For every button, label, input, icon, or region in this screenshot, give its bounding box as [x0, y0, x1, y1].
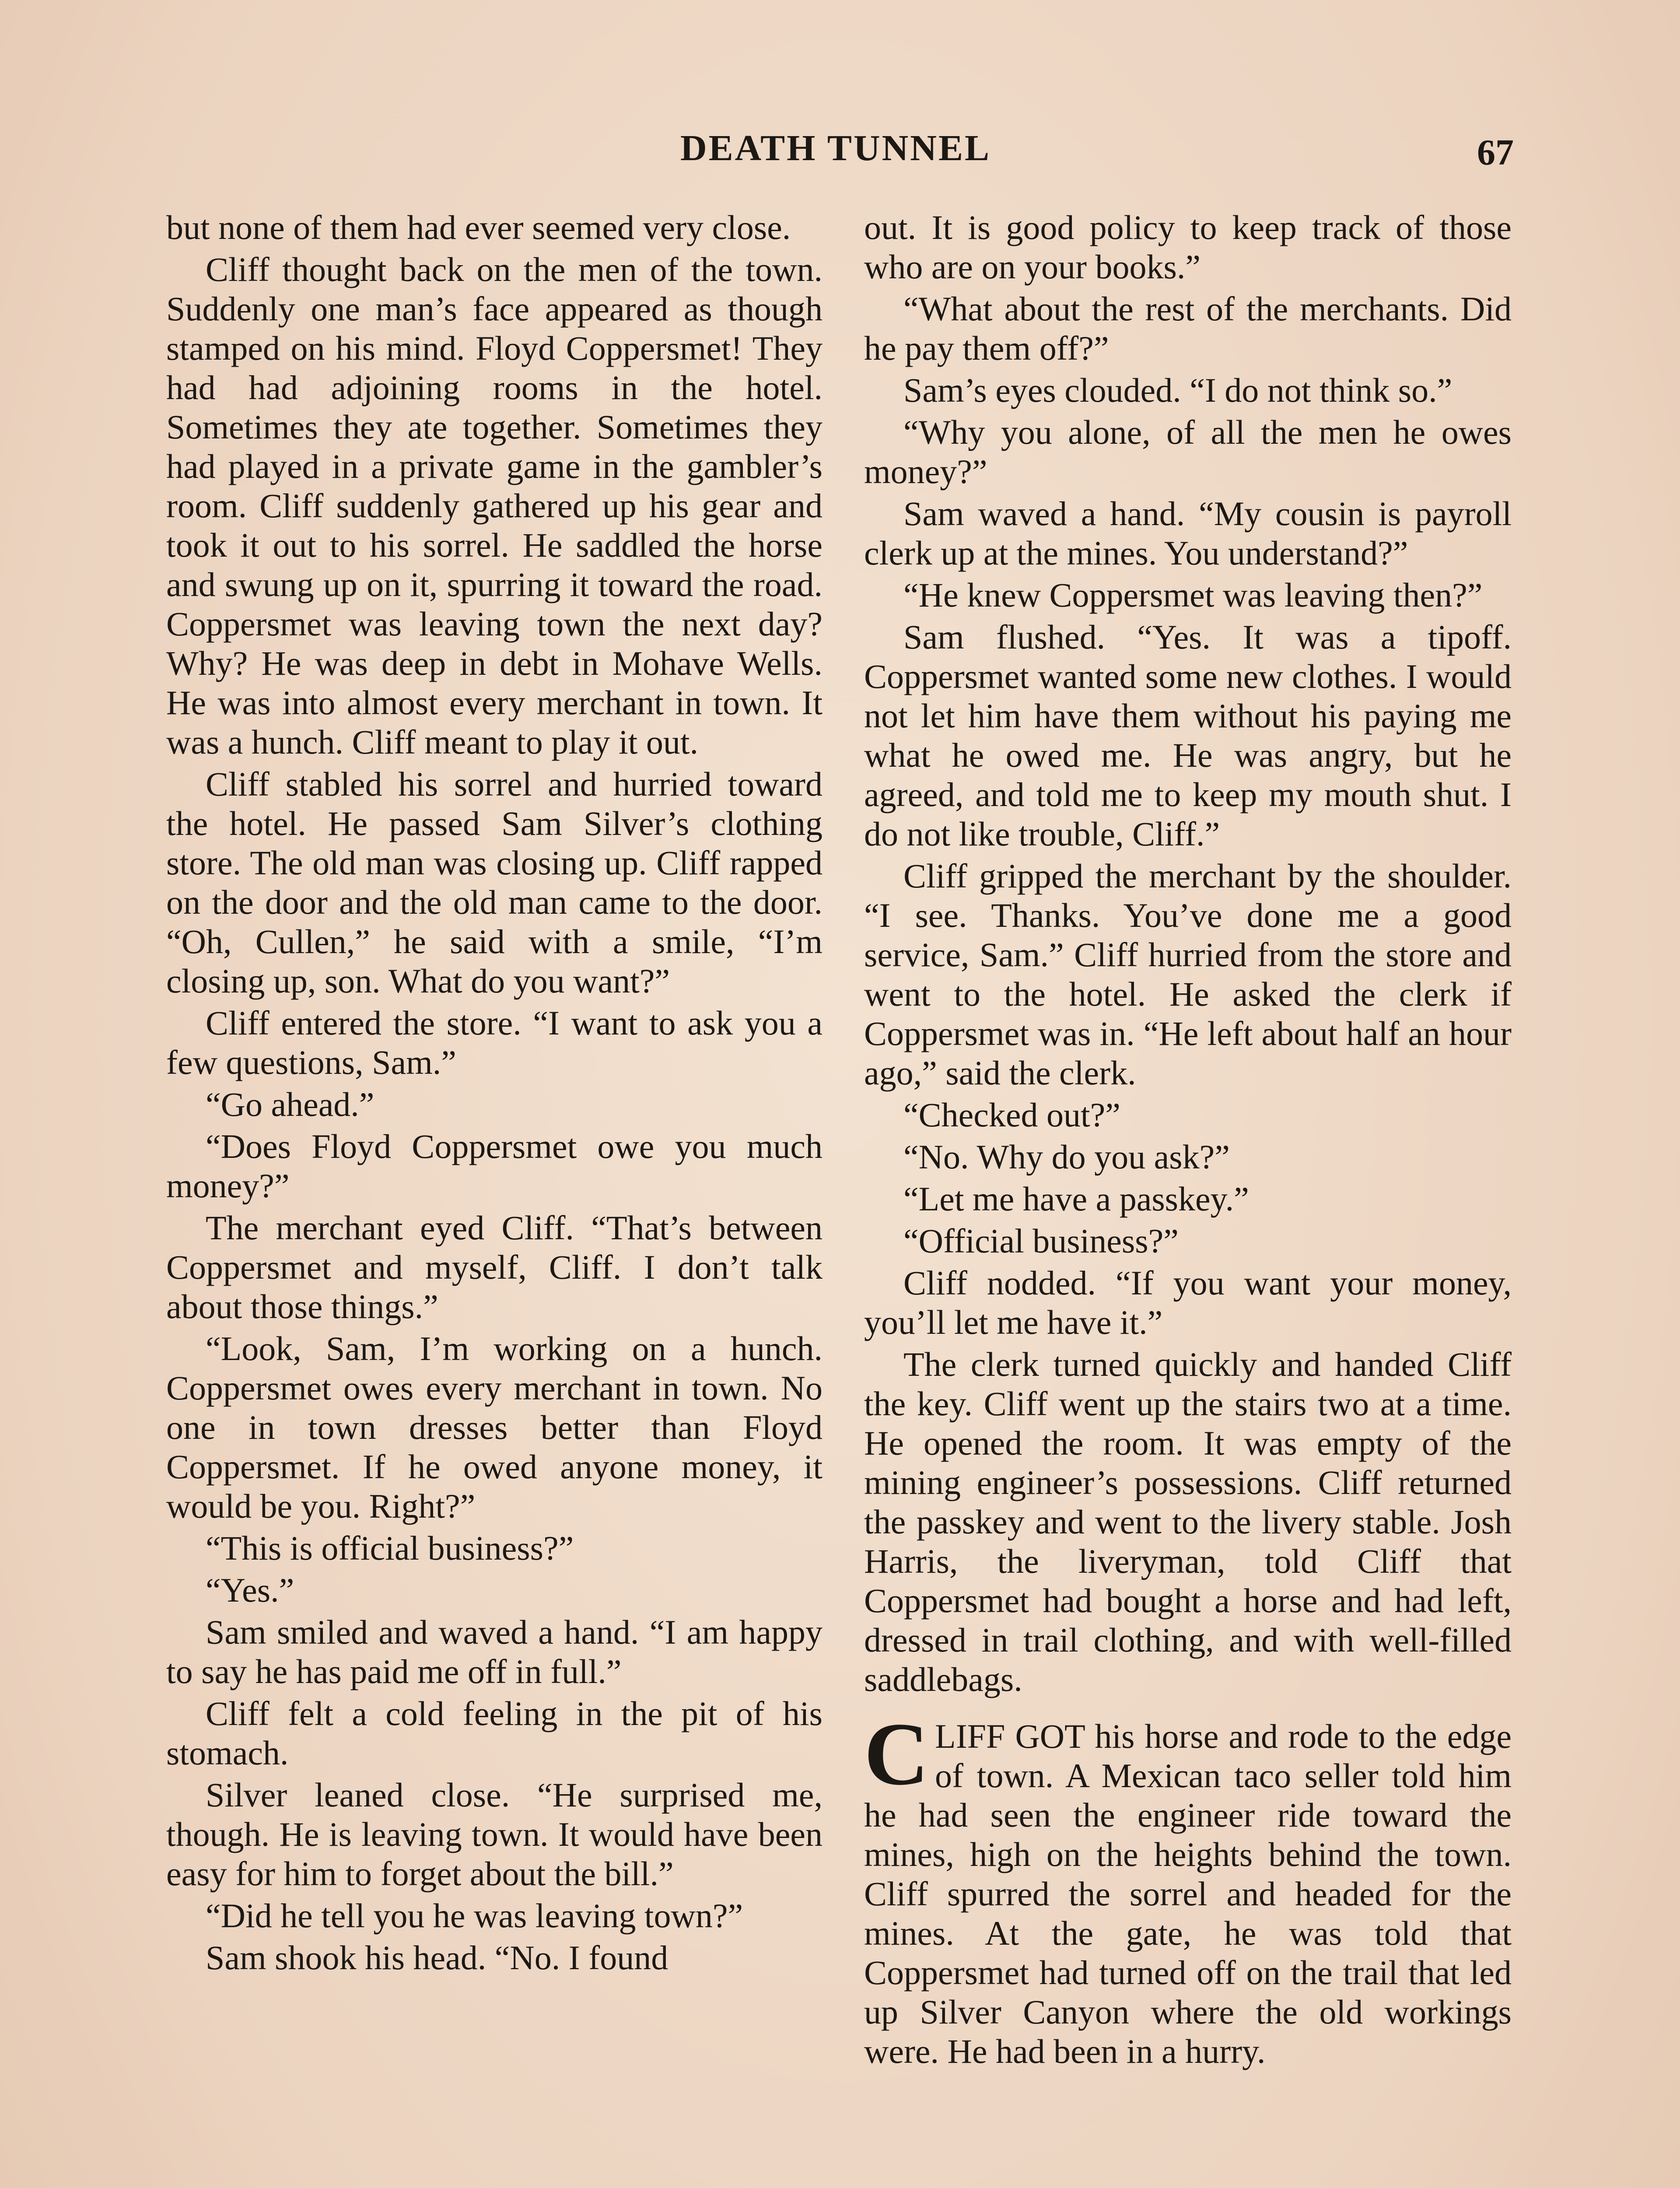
paragraph: Sam shook his head. “No. I found: [206, 1939, 668, 1977]
paragraph: “Look, Sam, I’m working on a hunch. Coppersmet owes every merchant in town. No one in town dresses better than Floyd Coppersmet. If he owed anyone money, it would be you. Right?”: [166, 1329, 822, 1525]
paragraph: “Go ahead.”: [206, 1085, 374, 1123]
paragraph: Cliff stabled his sorrel and hurried toward the hotel. He passed Sam Silver’s clothing store. The old man was closing up. Cliff rapped on the door and the old man came to the door. “Oh, Cullen,” he said with a smile, “I’m closing up, son. What do you want?”: [166, 765, 822, 1000]
paragraph: Cliff thought back on the men of the town. Suddenly one man’s face appeared as though stamped on his mind. Floyd Coppersmet! They had had adjoining rooms in the hotel. Sometimes they ate together. Sometimes they had played in a private game in the gambler’s room. Cliff suddenly gathered up his gear and took it out to his sorrel. He saddled the horse and swung up on it, spurring it toward the road. Coppersmet was leaving town the next day? Why? He was deep in debt in Mohave Wells. He was into almost every merchant in town. It was a hunch. Cliff meant to play it out.: [166, 250, 822, 761]
paragraph: Sam’s eyes clouded. “I do not think so.”: [903, 371, 1452, 409]
paragraph: “What about the rest of the merchants. Did he pay them off?”: [864, 290, 1512, 367]
paragraph: “Did he tell you he was leaving town?”: [206, 1897, 743, 1935]
paragraph: Cliff felt a cold feeling in the pit of his stomach.: [166, 1694, 822, 1772]
paragraph: “Official business?”: [903, 1222, 1179, 1260]
paragraph: “He knew Coppersmet was leaving then?”: [903, 576, 1483, 614]
paragraph: “Yes.”: [206, 1571, 294, 1609]
paragraph: Sam smiled and waved a hand. “I am happy to say he has paid me off in full.”: [166, 1613, 822, 1690]
paragraph: “Why you alone, of all the men he owes money?”: [864, 413, 1512, 491]
paragraph: “No. Why do you ask?”: [903, 1138, 1230, 1176]
paragraph: “Does Floyd Coppersmet owe you much money?”: [166, 1127, 822, 1205]
paragraph: Cliff nodded. “If you want your money, you’ll let me have it.”: [864, 1264, 1512, 1341]
paragraph: Cliff gripped the merchant by the shoulder. “I see. Thanks. You’ve done me a good service, Sam.” Cliff hurried from the store and went to the hotel. He asked the clerk if Coppersmet was in. “He left about half an hour ago,” said the clerk.: [864, 857, 1512, 1092]
section-text: LIFF GOT his horse and rode to the edge of town. A Mexican taco seller told him he had seen the engineer ride toward the mines, high on the heights behind the town. Cliff spurred the sorrel and headed for the mines. At the gate, he was told that Coppersmet had turned off on the trail that led up Silver Canyon where the old workings were. He had been in a hurry.: [864, 1717, 1512, 2070]
paragraph: but none of them had ever seemed very close.: [166, 208, 791, 246]
paragraph: Sam waved a hand. “My cousin is payroll clerk up at the mines. You understand?”: [864, 494, 1512, 572]
paragraph: “Checked out?”: [903, 1096, 1120, 1134]
right-column: [864, 208, 1512, 2074]
paragraph: The clerk turned quickly and handed Cliff the key. Cliff went up the stairs two at a time. He opened the room. It was empty of the mining engineer’s possessions. Cliff returned the passkey and went to the livery stable. Josh Harris, the liveryman, told Cliff that Coppersmet had bought a horse and had left, dressed in trail clothing, and with well-filled saddlebags.: [864, 1345, 1512, 1698]
running-title: DEATH TUNNEL: [680, 128, 991, 168]
paragraph: Silver leaned close. “He surprised me, though. He is leaving town. It would have been easy for him to forget about the bill.”: [166, 1776, 822, 1893]
paragraph: “This is official business?”: [206, 1529, 574, 1567]
drop-cap: C: [864, 1704, 929, 1804]
paragraph: “Let me have a passkey.”: [903, 1180, 1249, 1218]
section-paragraph: [864, 1704, 1512, 2071]
page-number: 67: [1477, 132, 1514, 173]
paragraph: Cliff entered the store. “I want to ask you a few questions, Sam.”: [166, 1004, 822, 1081]
paragraph: out. It is good policy to keep track of those who are on your books.”: [864, 208, 1512, 286]
paragraph: The merchant eyed Cliff. “That’s between Coppersmet and myself, Cliff. I don’t talk about those things.”: [166, 1209, 822, 1325]
paragraph: Sam flushed. “Yes. It was a tipoff. Coppersmet wanted some new clothes. I would not let him have them without his paying me what he owed me. He was angry, but he agreed, and told me to keep my mouth shut. I do not like trouble, Cliff.”: [864, 618, 1512, 853]
left-column: [166, 208, 822, 1980]
